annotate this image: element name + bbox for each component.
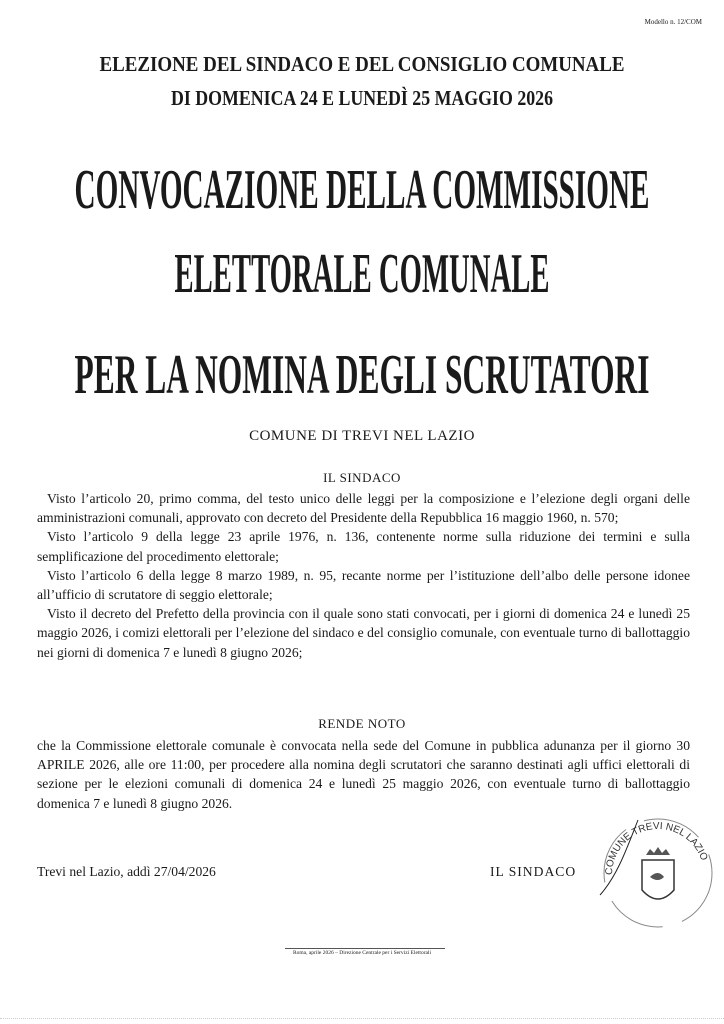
authority: IL SINDACO xyxy=(323,470,401,485)
footer-divider xyxy=(285,948,445,949)
election-header-line2: DI DOMENICA 24 E LUNEDÌ 25 MAGGIO 2026 xyxy=(171,86,553,110)
title-line3: PER LA NOMINA DEGLI SCRUTATORI xyxy=(74,344,650,406)
signature-label: IL SINDACO xyxy=(490,864,577,879)
comune-name: COMUNE DI TREVI NEL LAZIO xyxy=(249,428,475,444)
premise: Visto l’articolo 9 della legge 23 aprile 1976, n. 136, contenente norme sulla riduzione dei termini e sulla semplificazione del procedimento elettorale; xyxy=(37,529,690,564)
stamp-text: COMUNE TREVI NEL LAZIO xyxy=(603,820,710,876)
model-code: Modello n. 12/COM xyxy=(644,18,702,26)
title-line1: CONVOCAZIONE DELLA COMMISSIONE xyxy=(74,159,650,221)
election-header-line1: ELEZIONE DEL SINDACO E DEL CONSIGLIO COMUNALE xyxy=(99,52,625,76)
premise: Visto il decreto del Prefetto della provincia con il quale sono stati convocati, per i giorni di domenica 24 e lunedì 25 maggio 2026, i comizi elettorali per l’elezione del sindaco e del consiglio comunale, con eventuale turno di ballottaggio nei giorni di domenica 7 e lunedì 8 giugno 2026; xyxy=(37,606,690,660)
premises xyxy=(37,489,690,662)
main-title xyxy=(0,150,724,410)
notice xyxy=(37,736,690,813)
premise: Visto l’articolo 20, primo comma, del testo unico delle leggi per la composizione e l’elezione degli organi delle amministrazioni comunali, approvato con decreto del Presidente della Repubblica 16 maggio 1960, n. 570; xyxy=(37,491,690,526)
notice-text: che la Commissione elettorale comunale è convocata nella sede del Comune in pubblica adunanza per il giorno 30 APRILE 2026, alle ore 11:00, per procedere alla nomina degli scrutatori che saranno destinati agli uffici elettorali di sezione per le elezioni comunali di domenica 24 e lunedì 25 maggio 2026, con eventuale turno di ballottaggio domenica 7 e lunedì 8 giugno 2026. xyxy=(37,738,690,811)
rende-noto: RENDE NOTO xyxy=(318,716,406,731)
place-date: Trevi nel Lazio, addì 27/04/2026 xyxy=(37,864,216,879)
premise: Visto l’articolo 6 della legge 8 marzo 1989, n. 95, recante norme per l’istituzione dell’albo delle persone idonee all’ufficio di scrutatore di seggio elettorale; xyxy=(37,567,690,603)
municipal-stamp xyxy=(598,805,718,930)
title-line2: ELETTORALE COMUNALE xyxy=(174,243,550,305)
page-edge xyxy=(0,1018,724,1019)
election-header xyxy=(0,45,724,120)
footer: Roma, aprile 2026 – Direzione Centrale per i Servizi Elettorali xyxy=(292,950,432,956)
